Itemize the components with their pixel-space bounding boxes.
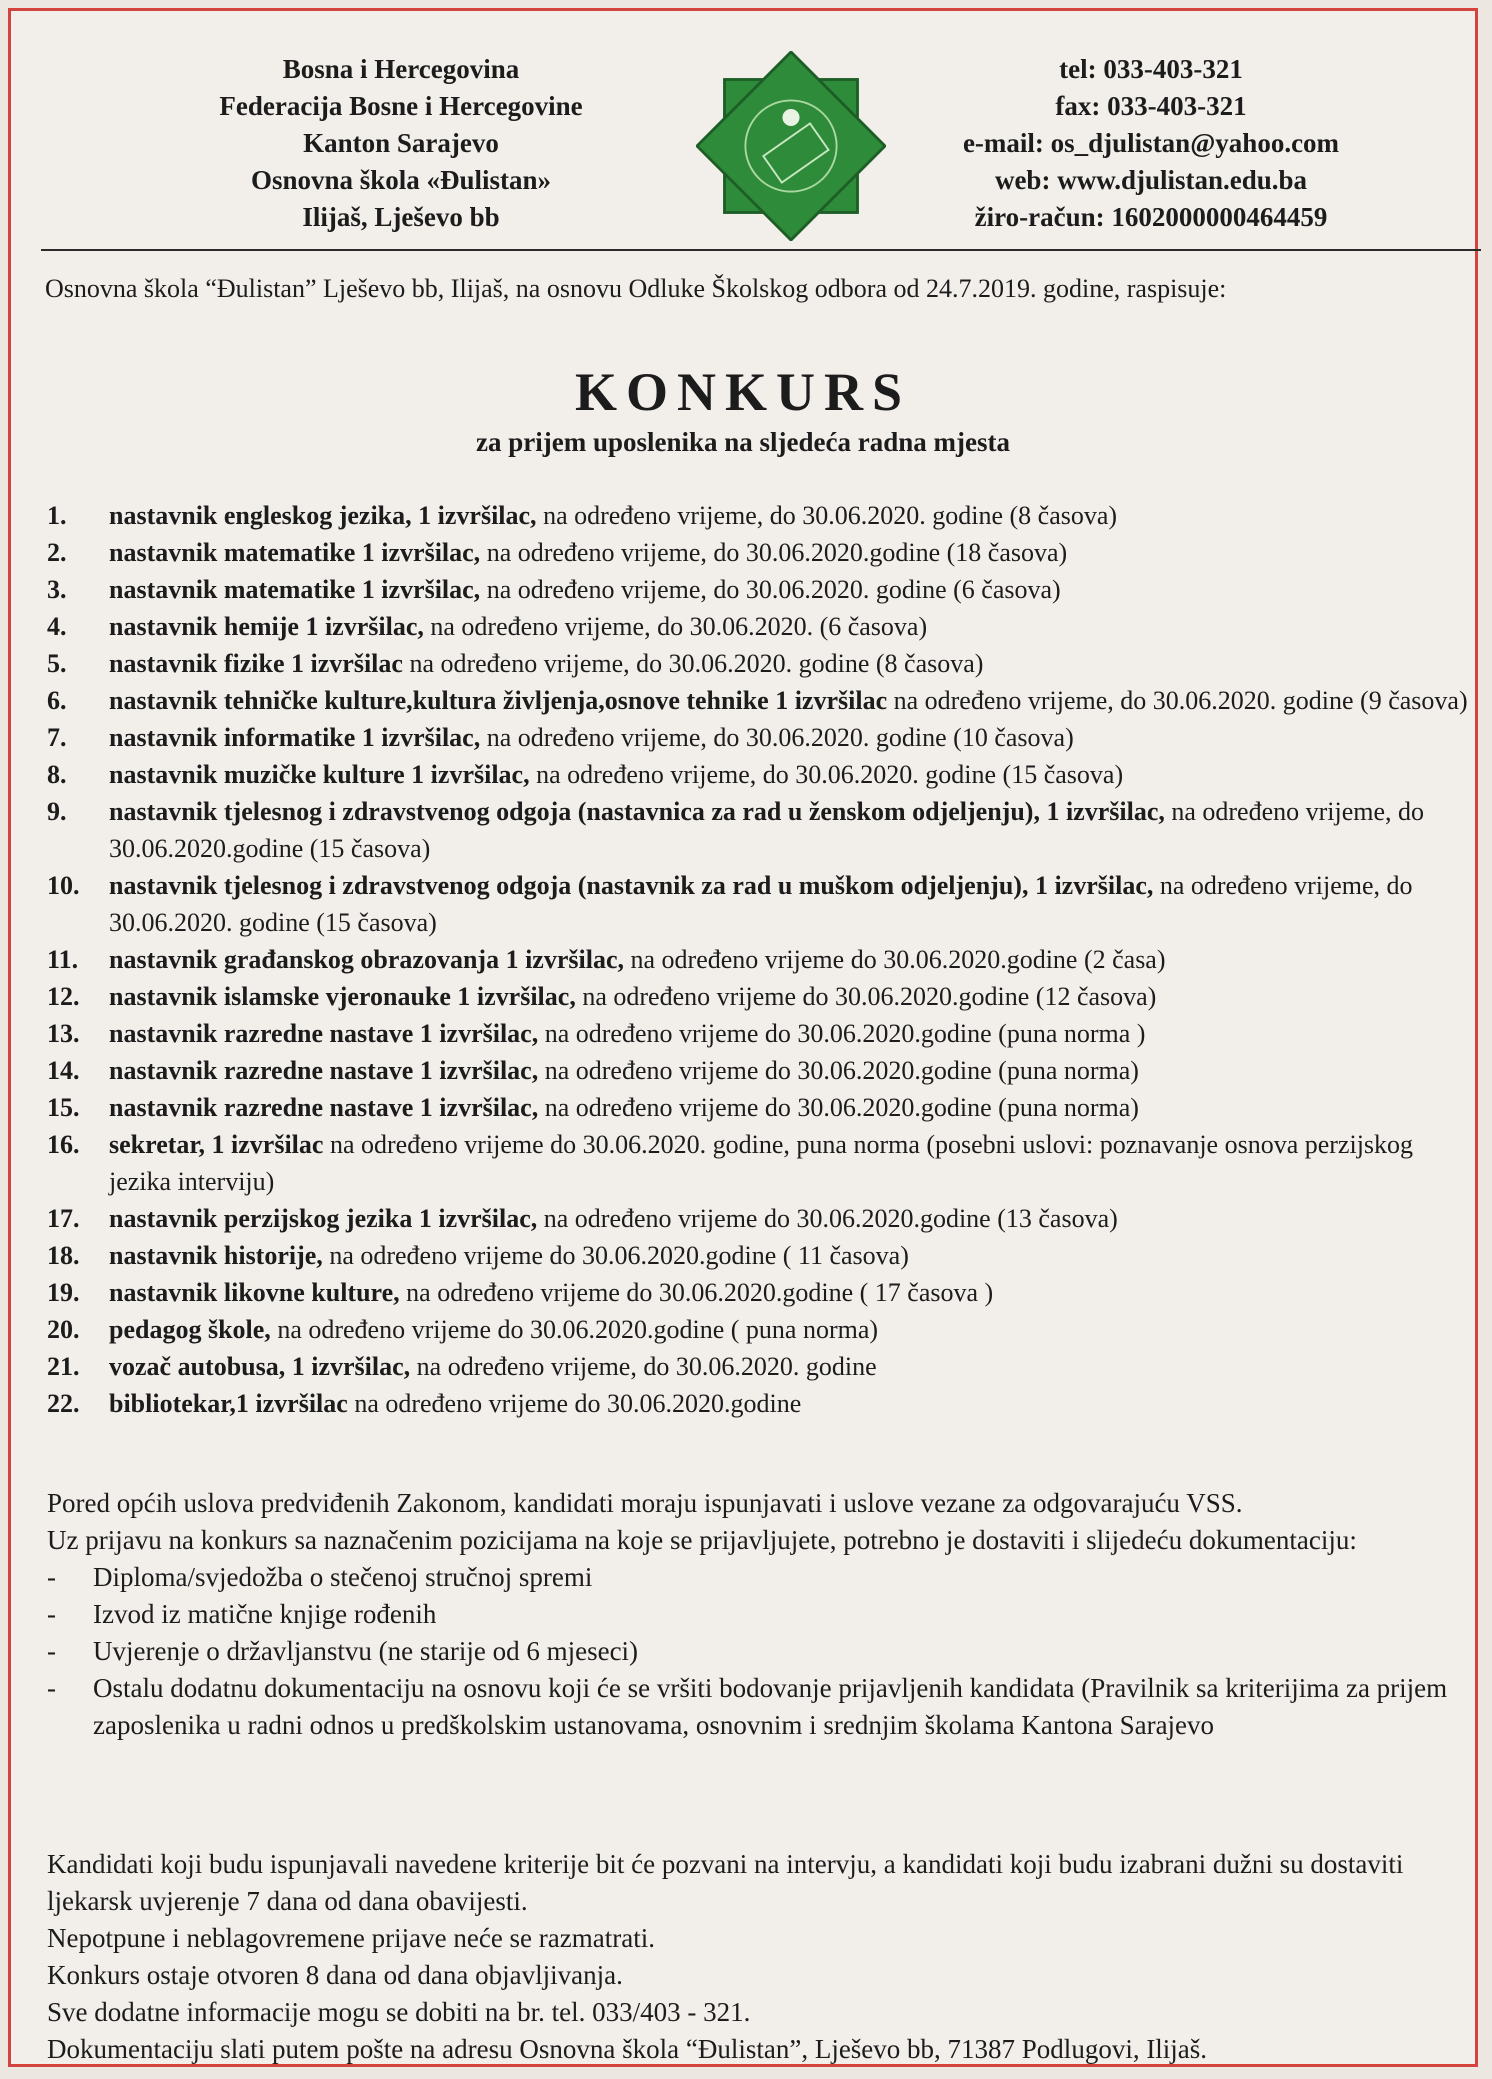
account-line: žiro-račun: 1602000000464459 [974, 202, 1328, 232]
position-title: nastavnik hemije 1 izvršilac, [109, 612, 424, 641]
position-number: 2. [47, 538, 67, 567]
document-text: Ostalu dodatnu dokumentaciju na osnovu koji će se vršiti bodovanje prijavljenih kandidata (Pravilnik sa kriterijima za prijem zaposlenika u radni odnos u predškolskim ustanovama, osnovnim i srednjim školama Kantona Sarajevo [93, 1673, 1448, 1740]
dash-bullet: - [47, 1599, 56, 1629]
position-number: 5. [47, 649, 67, 678]
document-text: Izvod iz matične knjige rođenih [93, 1599, 437, 1629]
position-item [47, 793, 1477, 867]
position-title: nastavnik tjelesnog i zdravstvenog odgoja (nastavnica za rad u ženskom odjeljenju), 1 izvršilac, [109, 797, 1165, 826]
position-number: 15. [47, 1093, 80, 1122]
canton-line: Kanton Sarajevo [303, 128, 499, 158]
position-number: 11. [47, 945, 79, 974]
position-item [47, 534, 1477, 571]
school-emblem-icon [696, 51, 886, 241]
positions-list [47, 497, 1477, 1422]
position-item [47, 1089, 1477, 1126]
position-item [47, 1348, 1477, 1385]
position-number: 21. [47, 1352, 80, 1381]
documents-intro: Uz prijavu na konkurs sa naznačenim pozicijama na koje se prijavljujete, potrebno je dostaviti i slijedeću dokumentaciju: [47, 1525, 1357, 1555]
position-item [47, 1052, 1477, 1089]
position-terms: na određeno vrijeme do 30.06.2020.godine [347, 1389, 802, 1418]
general-conditions: Pored općih uslova predviđenih Zakonom, kandidati moraju ispunjavati i uslove vezane za odgovarajuću VSS. [47, 1488, 1243, 1518]
position-terms: na određeno vrijeme, do 30.06.2020.godine (15 časova) [109, 797, 1425, 863]
announcement-frame [8, 8, 1478, 2067]
position-number: 9. [47, 797, 67, 826]
dash-bullet: - [47, 1562, 56, 1592]
position-number: 4. [47, 612, 67, 641]
phone-line: tel: 033-403-321 [1059, 54, 1243, 84]
position-title: nastavnik muzičke kulture 1 izvršilac, [109, 760, 530, 789]
position-terms: na određeno vrijeme, do 30.06.2020. (6 časova) [423, 612, 928, 641]
country-line: Bosna i Hercegovina [282, 54, 520, 84]
position-title: nastavnik matematike 1 izvršilac, [109, 575, 481, 604]
position-terms: na određeno vrijeme, do 30.06.2020. godine (8 časova) [402, 649, 984, 678]
position-item [47, 941, 1477, 978]
position-terms: na određeno vrijeme, do 30.06.2020. godine (6 časova) [480, 575, 1061, 604]
position-title: bibliotekar,1 izvršilac [109, 1389, 348, 1418]
dash-bullet: - [47, 1673, 56, 1703]
position-terms: na određeno vrijeme do 30.06.2020.godine ( 11 časova) [322, 1241, 909, 1270]
document-text: Diploma/svjedožba o stečenoj stručnoj spremi [93, 1562, 593, 1592]
position-item [47, 1126, 1477, 1200]
position-terms: na određeno vrijeme, do 30.06.2020. godine [410, 1352, 877, 1381]
incomplete-note: Nepotpune i neblagovremene prijave neće se razmatrati. [47, 1923, 655, 1953]
position-title: nastavnik tjelesnog i zdravstvenog odgoja (nastavnik za rad u muškom odjeljenju), 1 izvršilac, [109, 871, 1154, 900]
position-title: nastavnik građanskog obrazovanja 1 izvršilac, [109, 945, 624, 974]
document-item [47, 1559, 1467, 1596]
position-terms: na određeno vrijeme, do 30.06.2020. godine (8 časova) [536, 501, 1118, 530]
mailing-address-note: Dokumentaciju slati putem pošte na adresu Osnovna škola “Đulistan”, Lješevo bb, 71387 Podlugovi, Ilijaš. [47, 2034, 1208, 2064]
position-number: 14. [47, 1056, 80, 1085]
position-item [47, 1385, 1477, 1422]
position-title: nastavnik fizike 1 izvršilac [109, 649, 403, 678]
letterhead [11, 41, 1475, 241]
document-item [47, 1670, 1467, 1744]
page-subtitle: za prijem uposlenika na sljedeća radna mjesta [476, 427, 1010, 457]
position-terms: na određeno vrijeme do 30.06.2020.godine (12 časova) [575, 982, 1157, 1011]
school-name-line: Osnovna škola «Đulistan» [250, 165, 552, 195]
position-title: nastavnik tehničke kulture,kultura življenja,osnove tehnike 1 izvršilac [109, 686, 888, 715]
federation-line: Federacija Bosne i Hercegovine [219, 91, 583, 121]
position-item [47, 1311, 1477, 1348]
page-title: KONKURS [574, 362, 912, 422]
position-terms: na određeno vrijeme, do 30.06.2020.godine (18 časova) [480, 538, 1068, 567]
position-title: nastavnik razredne nastave 1 izvršilac, [109, 1056, 539, 1085]
position-item [47, 1274, 1477, 1311]
position-number: 17. [47, 1204, 80, 1233]
position-number: 1. [47, 501, 67, 530]
closing-section [47, 1846, 1467, 2068]
position-number: 7. [47, 723, 67, 752]
position-number: 18. [47, 1241, 80, 1270]
interview-note: Kandidati koji budu ispunjavali navedene kriterije bit će pozvani na intervju, a kandidati koji budu izabrani dužni su dostaviti ljekarsk uvjerenje 7 dana od dana obavijesti. [47, 1849, 1404, 1916]
position-terms: na određeno vrijeme do 30.06.2020. godine, puna norma (posebni uslovi: poznavanje osnova perzijskog jezika interviju) [109, 1130, 1414, 1196]
position-number: 19. [47, 1278, 80, 1307]
position-title: nastavnik engleskog jezika, 1 izvršilac, [109, 501, 537, 530]
position-number: 8. [47, 760, 67, 789]
position-number: 20. [47, 1315, 80, 1344]
position-item [47, 756, 1477, 793]
position-number: 22. [47, 1389, 80, 1418]
position-item [47, 645, 1477, 682]
requirements-section [47, 1485, 1467, 1744]
position-number: 13. [47, 1019, 80, 1048]
position-item [47, 1200, 1477, 1237]
position-item [47, 682, 1477, 719]
position-terms: na određeno vrijeme do 30.06.2020.godine (2 časa) [624, 945, 1166, 974]
position-item [47, 608, 1477, 645]
fax-line: fax: 033-403-321 [1055, 91, 1247, 121]
position-terms: na određeno vrijeme do 30.06.2020.godine (puna norma) [538, 1093, 1139, 1122]
position-terms: na određeno vrijeme, do 30.06.2020. godine (15 časova) [529, 760, 1124, 789]
position-terms: na određeno vrijeme do 30.06.2020.godine ( puna norma) [270, 1315, 879, 1344]
position-number: 3. [47, 575, 67, 604]
school-location-line: Ilijaš, Lješevo bb [302, 202, 500, 232]
position-number: 12. [47, 982, 80, 1011]
position-terms: na određeno vrijeme, do 30.06.2020. godine (10 časova) [480, 723, 1074, 752]
position-terms: na određeno vrijeme, do 30.06.2020. godine (15 časova) [109, 871, 1413, 937]
position-title: nastavnik informatike 1 izvršilac, [109, 723, 481, 752]
position-terms: na određeno vrijeme do 30.06.2020.godine (13 časova) [537, 1204, 1118, 1233]
position-number: 6. [47, 686, 67, 715]
position-title: nastavnik matematike 1 izvršilac, [109, 538, 481, 567]
position-terms: na određeno vrijeme do 30.06.2020.godine ( 17 časova ) [399, 1278, 994, 1307]
position-item [47, 978, 1477, 1015]
position-item [47, 1015, 1477, 1052]
position-item [47, 719, 1477, 756]
position-item [47, 1237, 1477, 1274]
position-number: 16. [47, 1130, 80, 1159]
open-duration-note: Konkurs ostaje otvoren 8 dana od dana objavljivanja. [47, 1960, 623, 1990]
position-terms: na određeno vrijeme, do 30.06.2020. godine (9 časova) [887, 686, 1468, 715]
position-terms: na određeno vrijeme do 30.06.2020.godine (puna norma ) [538, 1019, 1146, 1048]
position-title: nastavnik perzijskog jezika 1 izvršilac, [109, 1204, 538, 1233]
document-item [47, 1633, 1467, 1670]
school-address-block [151, 51, 651, 236]
web-line: web: www.djulistan.edu.ba [994, 165, 1308, 195]
header-divider [41, 249, 1481, 251]
position-terms: na određeno vrijeme do 30.06.2020.godine (puna norma) [538, 1056, 1139, 1085]
position-title: nastavnik razredne nastave 1 izvršilac, [109, 1093, 539, 1122]
position-title: pedagog škole, [109, 1315, 271, 1344]
position-item [47, 497, 1477, 534]
document-text: Uvjerenje o državljanstvu (ne starije od 6 mjeseci) [93, 1636, 639, 1666]
position-title: sekretar, 1 izvršilac [109, 1130, 324, 1159]
position-item [47, 571, 1477, 608]
position-title: nastavnik razredne nastave 1 izvršilac, [109, 1019, 539, 1048]
position-item [47, 867, 1477, 941]
position-number: 10. [47, 871, 80, 900]
position-title: nastavnik likovne kulture, [109, 1278, 400, 1307]
info-phone-note: Sve dodatne informacije mogu se dobiti na br. tel. 033/403 - 321. [47, 1997, 751, 2027]
email-line: e-mail: os_djulistan@yahoo.com [962, 128, 1340, 158]
dash-bullet: - [47, 1636, 56, 1666]
documents-list [47, 1559, 1467, 1744]
contact-block [891, 51, 1411, 236]
document-item [47, 1596, 1467, 1633]
position-title: nastavnik historije, [109, 1241, 323, 1270]
position-title: nastavnik islamske vjeronauke 1 izvršilac, [109, 982, 576, 1011]
intro-text: Osnovna škola “Đulistan” Lješevo bb, Ilijaš, na osnovu Odluke Školskog odbora od 24.7.2019. godine, raspisuje: [45, 274, 1227, 303]
position-title: vozač autobusa, 1 izvršilac, [109, 1352, 411, 1381]
